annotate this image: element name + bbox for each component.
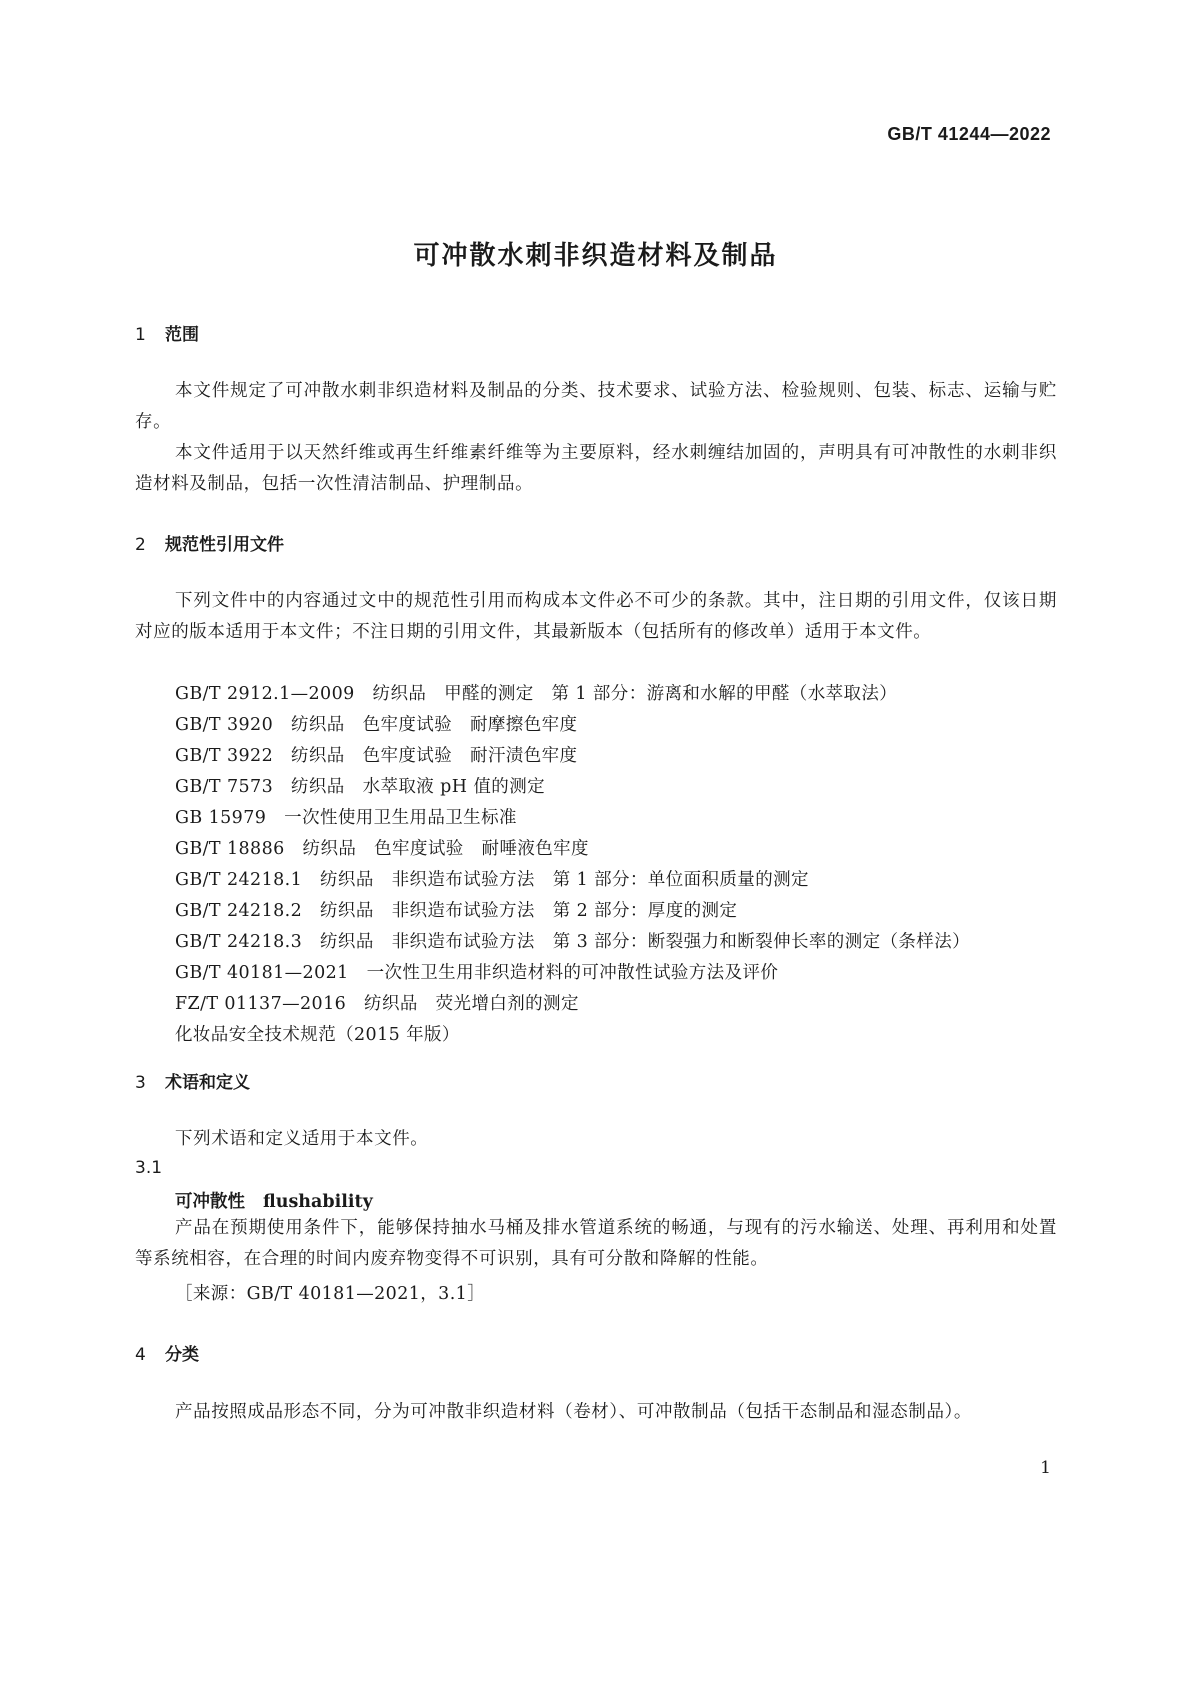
section-1-heading: [135, 320, 199, 345]
reference-item: GB/T 2912.1—2009 纺织品 甲醛的测定 第 1 部分：游离和水解的甲醛（水萃取法）: [175, 684, 898, 704]
section-number: 4: [135, 1345, 146, 1365]
reference-item: FZ/T 01137—2016 纺织品 荧光增白剂的测定: [175, 994, 579, 1014]
section-number: 3: [135, 1073, 146, 1093]
section-title: 范围: [165, 325, 199, 345]
page-number: 1: [1040, 1458, 1051, 1478]
section-2-intro: 下列文件中的内容通过文中的规范性引用而构成本文件必不可少的条款。其中，注日期的引用文件，仅该日期对应的版本适用于本文件；不注日期的引用文件，其最新版本（包括所有的修改单）适用于本文件。: [135, 591, 1057, 642]
term-source: ［来源：GB/T 40181—2021，3.1］: [175, 1284, 486, 1304]
reference-item: GB/T 40181—2021 一次性卫生用非织造材料的可冲散性试验方法及评价: [175, 963, 779, 983]
section-4-heading: [135, 1340, 199, 1365]
reference-item: GB/T 3920 纺织品 色牢度试验 耐摩擦色牢度: [175, 715, 578, 735]
term-entry: [175, 1188, 373, 1213]
section-3-intro: 下列术语和定义适用于本文件。: [175, 1129, 429, 1149]
section-1-paragraph-1: 本文件规定了可冲散水刺非织造材料及制品的分类、技术要求、试验方法、检验规则、包装、标志、运输与贮存。: [135, 381, 1057, 432]
section-title: 术语和定义: [165, 1073, 250, 1093]
term-english: flushability: [263, 1192, 373, 1212]
reference-item: GB/T 24218.2 纺织品 非织造布试验方法 第 2 部分：厚度的测定: [175, 901, 738, 921]
term-definition: 产品在预期使用条件下，能够保持抽水马桶及排水管道系统的畅通，与现有的污水输送、处理、再利用和处置等系统相容，在合理的时间内废弃物变得不可识别，具有可分散和降解的性能。: [135, 1218, 1057, 1269]
section-1-paragraph-2: 本文件适用于以天然纤维或再生纤维素纤维等为主要原料，经水刺缠结加固的，声明具有可冲散性的水刺非织造材料及制品，包括一次性清洁制品、护理制品。: [135, 443, 1057, 494]
section-title: 规范性引用文件: [165, 535, 284, 555]
section-number: 1: [135, 325, 146, 345]
section-3-heading: [135, 1068, 250, 1093]
section-2-heading: [135, 530, 284, 555]
section-title: 分类: [165, 1345, 199, 1365]
term-chinese: 可冲散性: [175, 1192, 245, 1212]
reference-item: GB/T 24218.1 纺织品 非织造布试验方法 第 1 部分：单位面积质量的测定: [175, 870, 809, 890]
reference-item: GB/T 7573 纺织品 水萃取液 pH 值的测定: [175, 777, 545, 797]
section-number: 2: [135, 535, 146, 555]
document-title: 可冲散水刺非织造材料及制品: [413, 241, 778, 271]
reference-item: GB/T 3922 纺织品 色牢度试验 耐汗渍色牢度: [175, 746, 578, 766]
standard-number: GB/T 41244—2022: [887, 124, 1051, 144]
clause-number: 3.1: [135, 1158, 163, 1178]
section-4-paragraph: 产品按照成品形态不同，分为可冲散非织造材料（卷材）、可冲散制品（包括干态制品和湿态制品）。: [175, 1402, 972, 1422]
reference-item: GB 15979 一次性使用卫生用品卫生标准: [175, 808, 517, 828]
reference-item: GB/T 24218.3 纺织品 非织造布试验方法 第 3 部分：断裂强力和断裂伸长率的测定（条样法）: [175, 932, 970, 952]
reference-item: 化妆品安全技术规范（2015 年版）: [175, 1025, 460, 1045]
reference-item: GB/T 18886 纺织品 色牢度试验 耐唾液色牢度: [175, 839, 589, 859]
